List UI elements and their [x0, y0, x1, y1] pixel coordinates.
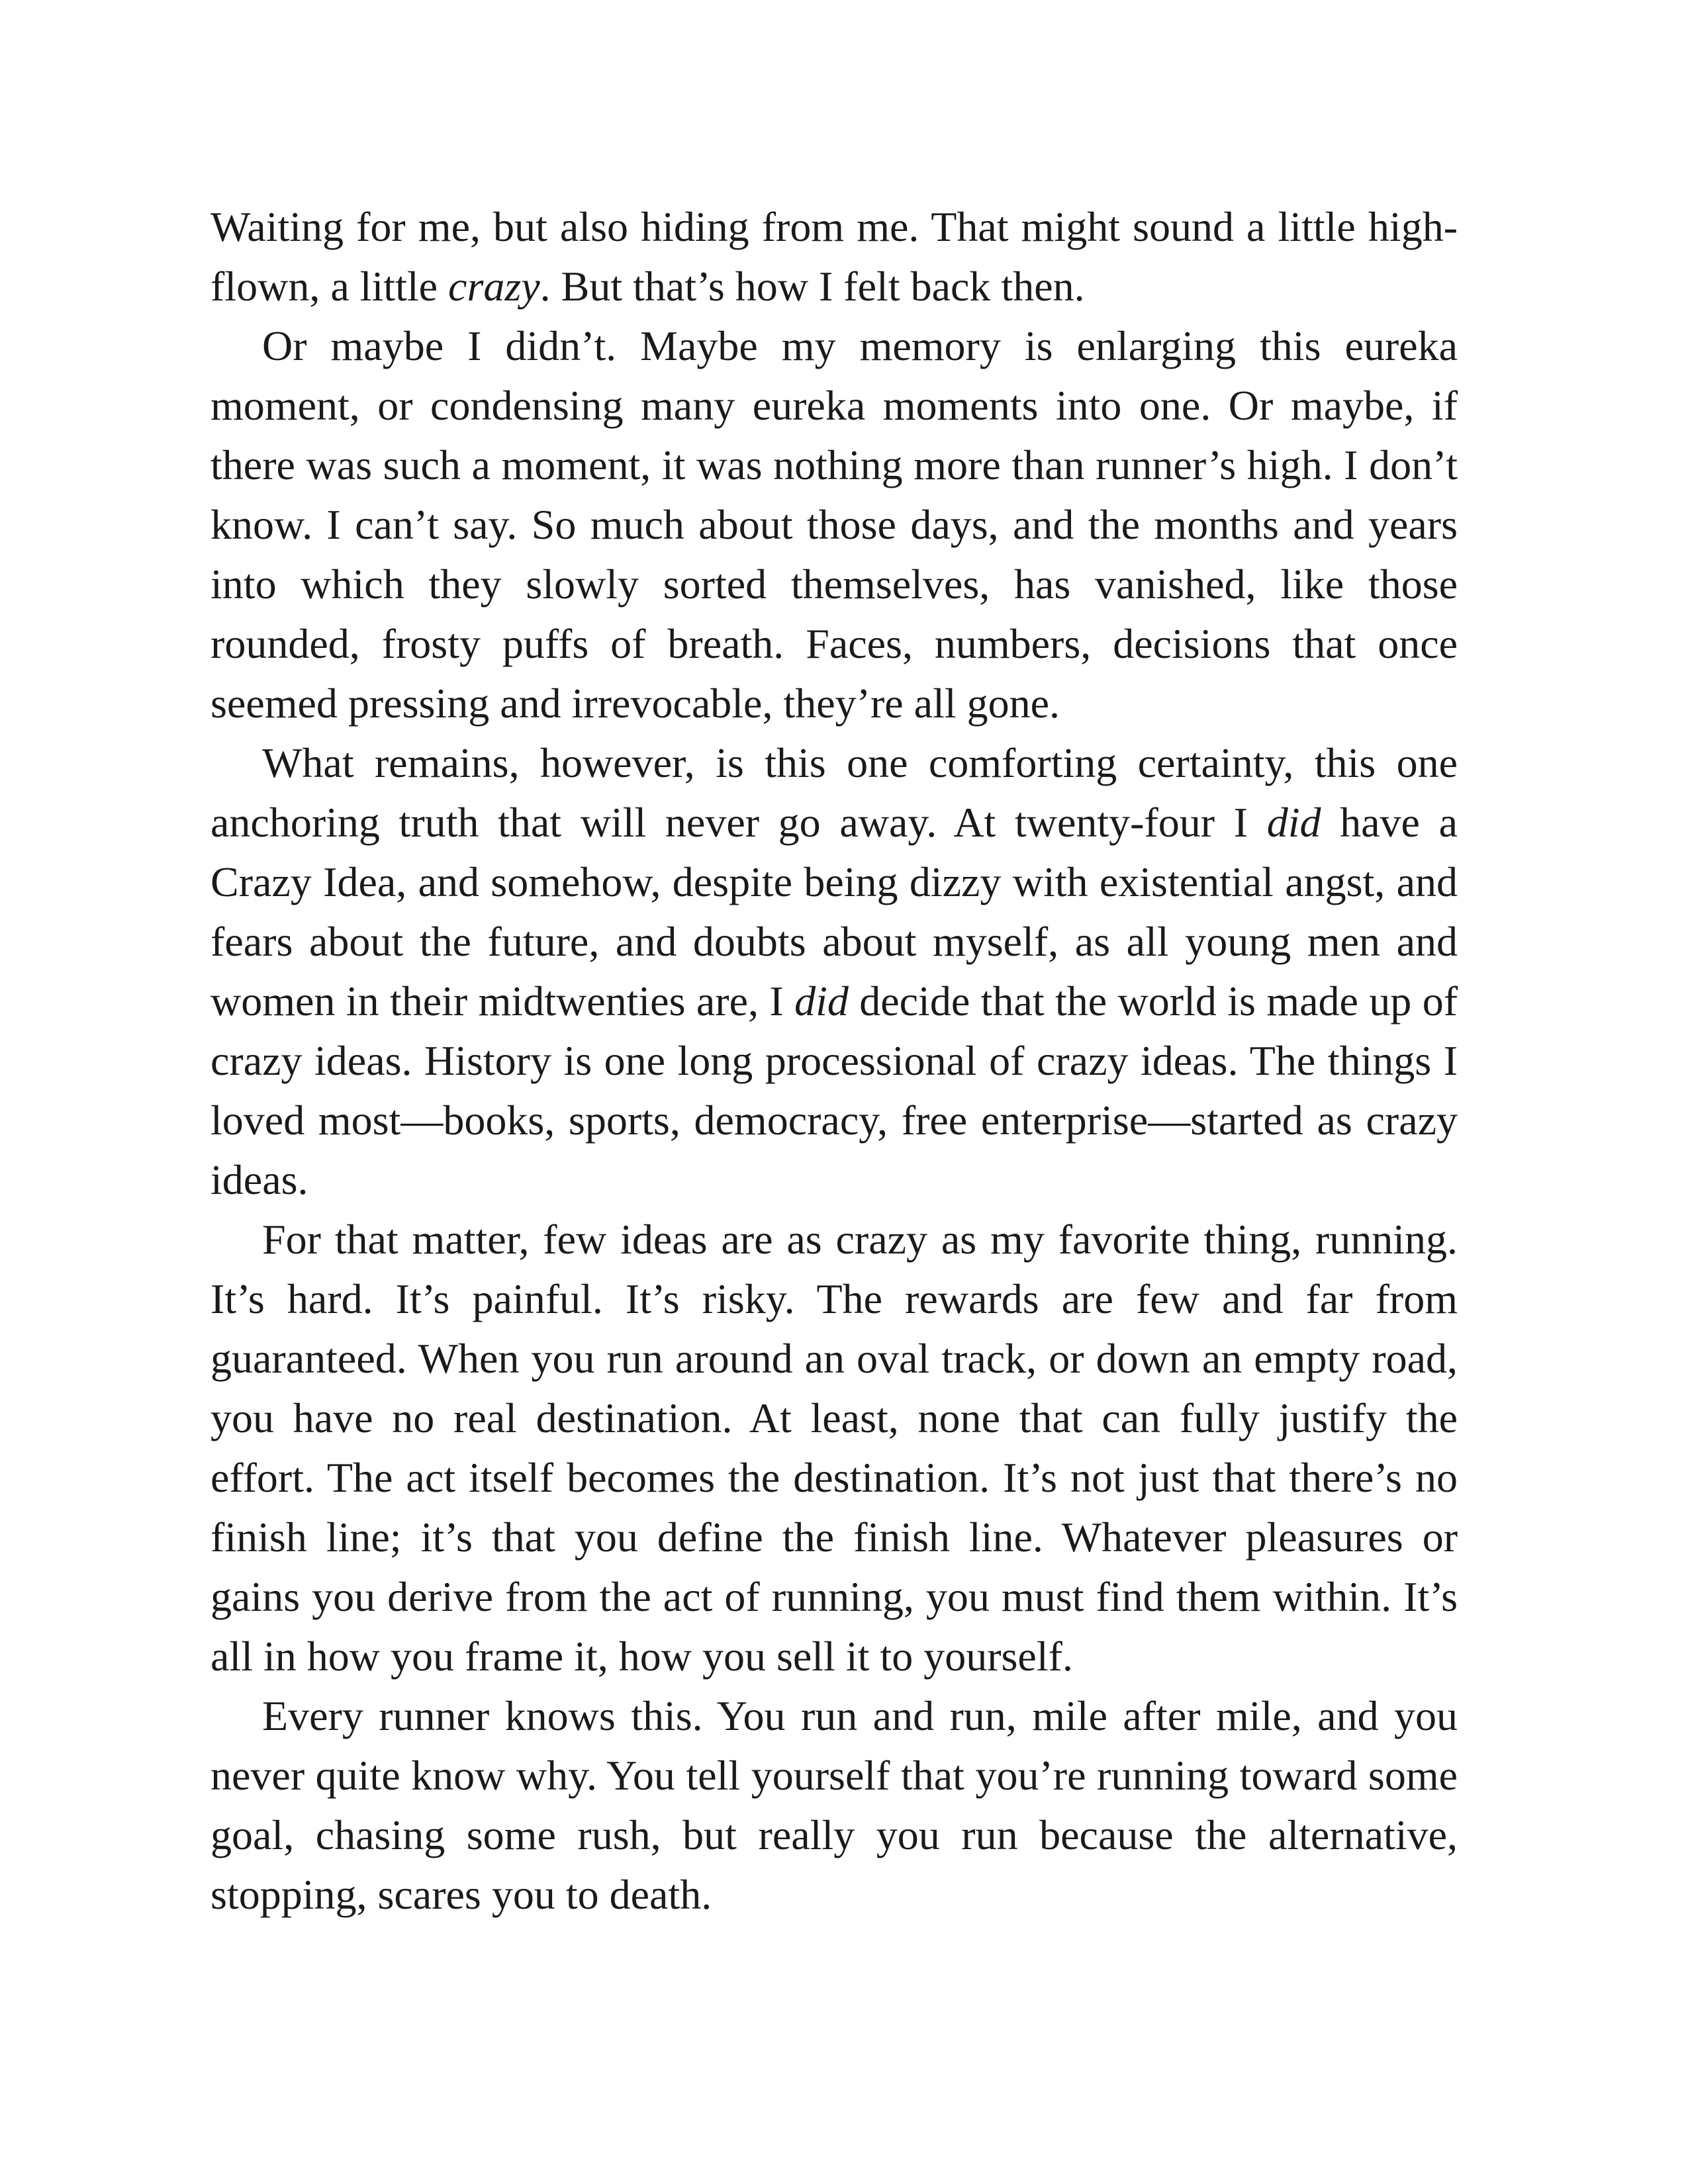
italic-run: crazy — [448, 263, 540, 310]
italic-run: did — [794, 978, 849, 1024]
paragraph-1 — [211, 197, 1458, 316]
text-run: decide that the world is made up of crazy ideas. History is one long processional of crazy ideas. The things I loved most—books, sports, democracy, free enterprise—started as crazy ideas. — [211, 978, 1458, 1203]
text-run: have a Crazy Idea, and somehow, despite being dizzy with existential angst, and fears about the future, and doubts about myself, as all young men and women in their midtwenties are, I — [211, 799, 1458, 1024]
text-run: What remains, however, is this one comforting certainty, this one anchoring truth that will never go away. At twenty-four I — [211, 739, 1458, 846]
paragraph-4 — [211, 1210, 1458, 1686]
text-run: . But that’s how I felt back then. — [539, 263, 1085, 310]
paragraph-2 — [211, 316, 1458, 733]
text-run: Waiting for me, but also hiding from me. That might sound a little high-flown, a little — [211, 203, 1458, 310]
paragraph-5 — [211, 1686, 1458, 1925]
italic-run: did — [1266, 799, 1321, 846]
text-run: Or maybe I didn’t. Maybe my memory is enlarging this eureka moment, or condensing many eureka moments into one. Or maybe, if there was such a moment, it was nothing more than runner’s high. I don’t know. I can’t say. So much about those days, and the months and years into which they slowly sorted themselves, has vanished, like those rounded, frosty puffs of breath. Faces, numbers, decisions that once seemed pressing and irrevocable, they’re all gone. — [211, 322, 1458, 727]
text-run: Every runner knows this. You run and run, mile after mile, and you never quite know why. You tell yourself that you’re running toward some goal, chasing some rush, but really you run because the alternative, stopping, scares you to death. — [211, 1692, 1458, 1918]
text-run: For that matter, few ideas are as crazy as my favorite thing, running. It’s hard. It’s painful. It’s risky. The rewards are few and far from guaranteed. When you run around an oval track, or down an empty road, you have no real destination. At least, none that can fully justify the effort. The act itself becomes the destination. It’s not just that there’s no finish line; it’s that you define the finish line. Whatever pleasures or gains you derive from the act of running, you must find them within. It’s all in how you frame it, how you sell it to yourself. — [211, 1216, 1458, 1680]
body-text — [211, 197, 1458, 1925]
paragraph-3 — [211, 733, 1458, 1210]
